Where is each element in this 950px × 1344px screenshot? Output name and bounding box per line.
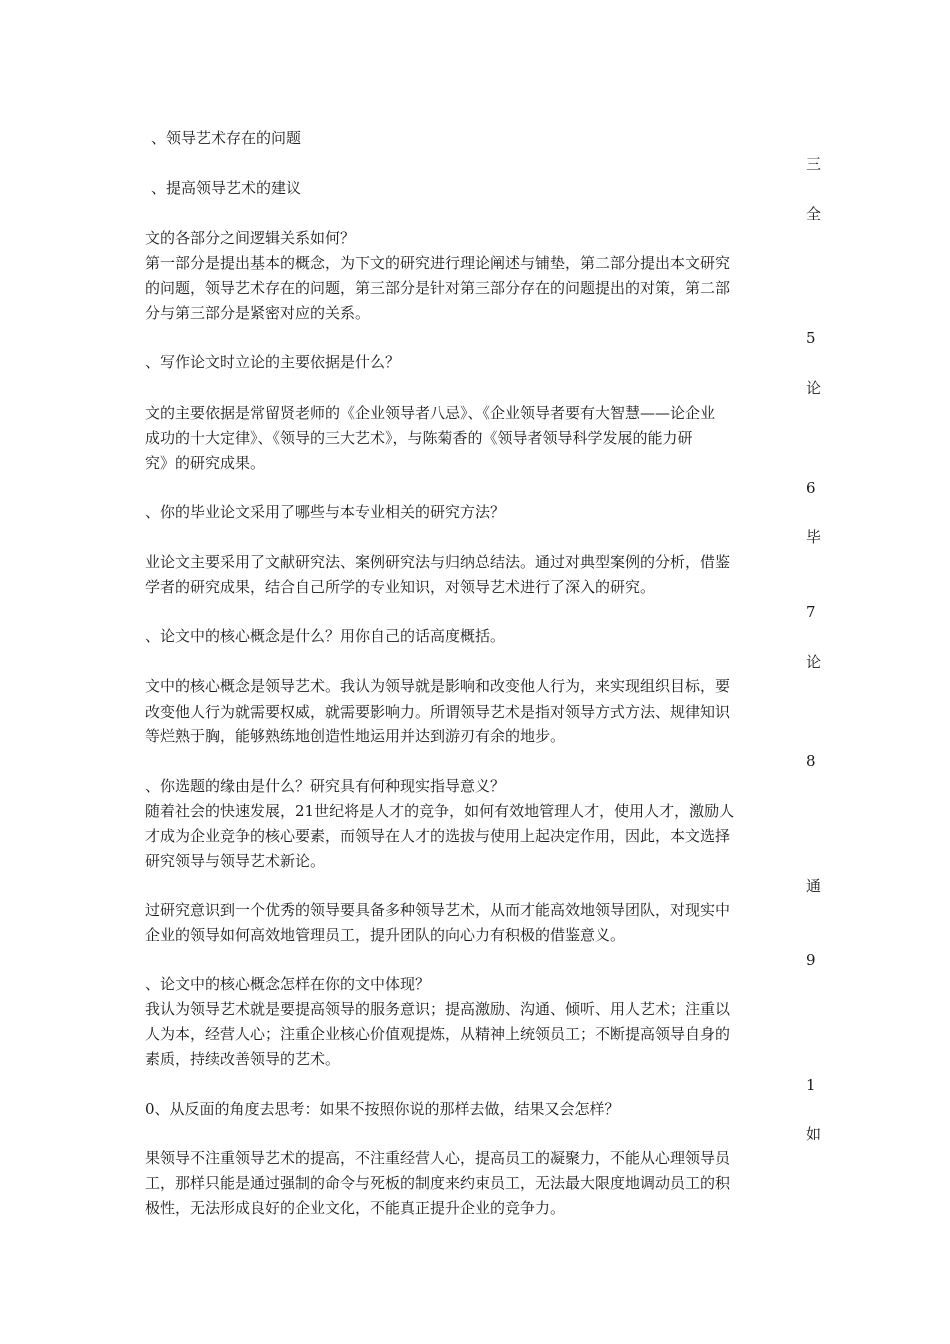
answer-line: 我认为领导艺术就是要提高领导的服务意识；提高激励、沟通、倾听、用人艺术；注重以	[145, 1000, 731, 1018]
margin-char: 三	[806, 155, 822, 173]
margin-number: 1	[806, 1076, 816, 1094]
question: 0、从反面的角度去思考：如果不按照你说的那样去做，结果又会怎样？	[145, 1100, 620, 1118]
answer-line: 素质，持续改善领导的艺术。	[145, 1050, 341, 1068]
margin-char: 全	[806, 205, 822, 223]
answer-line: 极性，无法形成良好的企业文化，不能真正提升企业的竞争力。	[145, 1199, 566, 1217]
answer-line: 学者的研究成果，结合自己所学的专业知识，对领导艺术进行了深入的研究。	[145, 578, 656, 596]
outline-item: 、领导艺术存在的问题	[151, 129, 302, 147]
margin-char: 论	[806, 653, 822, 671]
answer-line: 分与第三部分是紧密对应的关系。	[145, 304, 371, 322]
answer-line: 的问题，领导艺术存在的问题，第三部分是针对第三部分存在的问题提出的对策，第二部	[145, 279, 731, 297]
answer-line: 才成为企业竞争的核心要素，而领导在人才的选拔与使用上起决定作用，因此，本文选择	[145, 827, 731, 845]
answer-line: 业论文主要采用了文献研究法、案例研究法与归纳总结法。通过对典型案例的分析，借鉴	[145, 553, 731, 571]
answer-line: 改变他人行为就需要权威，就需要影响力。所谓领导艺术是指对领导方式方法、规律知识	[145, 703, 731, 721]
margin-char: 毕	[806, 528, 822, 546]
margin-number: 7	[806, 603, 816, 621]
question: 文的各部分之间逻辑关系如何？	[145, 229, 356, 247]
margin-number: 8	[806, 752, 816, 770]
answer-line: 研究领导与领导艺术新论。	[145, 852, 326, 870]
question: 、论文中的核心概念是什么？用你自己的话高度概括。	[145, 627, 506, 645]
outline-item: 、提高领导艺术的建议	[151, 179, 302, 197]
answer-line: 工，那样只能是通过强制的命令与死板的制度来约束员工，无法最大限度地调动员工的积	[145, 1174, 731, 1192]
answer-line: 人为本，经营人心；注重企业核心价值观提炼，从精神上统领员工；不断提高领导自身的	[145, 1025, 731, 1043]
margin-number: 6	[806, 479, 816, 497]
answer-line: 企业的领导如何高效地管理员工，提升团队的向心力有积极的借鉴意义。	[145, 926, 626, 944]
question: 、论文中的核心概念怎样在你的文中体现？	[145, 975, 431, 993]
question: 、你选题的缘由是什么？研究具有何种现实指导意义？	[145, 777, 506, 795]
question: 、写作论文时立论的主要依据是什么？	[145, 353, 401, 371]
question: 、你的毕业论文采用了哪些与本专业相关的研究方法？	[145, 503, 506, 521]
answer-line: 究》的研究成果。	[145, 454, 266, 472]
answer-line: 文中的核心概念是领导艺术。我认为领导就是影响和改变他人行为，来实现组织目标，要	[145, 677, 731, 695]
answer-line: 等烂熟于胸，能够熟练地创造性地运用并达到游刃有余的地步。	[145, 727, 566, 745]
margin-number: 9	[806, 951, 816, 969]
margin-number: 5	[806, 329, 816, 347]
answer-line: 过研究意识到一个优秀的领导要具备多种领导艺术，从而才能高效地领导团队，对现实中	[145, 901, 731, 919]
margin-char: 论	[806, 379, 822, 397]
answer-line: 果领导不注重领导艺术的提高，不注重经营人心，提高员工的凝聚力，不能从心理领导员	[145, 1149, 731, 1167]
margin-char: 如	[806, 1125, 822, 1143]
answer-line: 第一部分是提出基本的概念，为下文的研究进行理论阐述与铺垫，第二部分提出本文研究	[145, 254, 731, 272]
margin-char: 通	[806, 877, 822, 895]
answer-line: 随着社会的快速发展，21世纪将是人才的竞争，如何有效地管理人才，使用人才，激励人	[145, 802, 735, 820]
answer-line: 文的主要依据是常留贤老师的《企业领导者八忌》、《企业领导者要有大智慧——论企业	[145, 404, 716, 422]
answer-line: 成功的十大定律》、《领导的三大艺术》，与陈菊香的《领导者领导科学发展的能力研	[145, 429, 693, 447]
